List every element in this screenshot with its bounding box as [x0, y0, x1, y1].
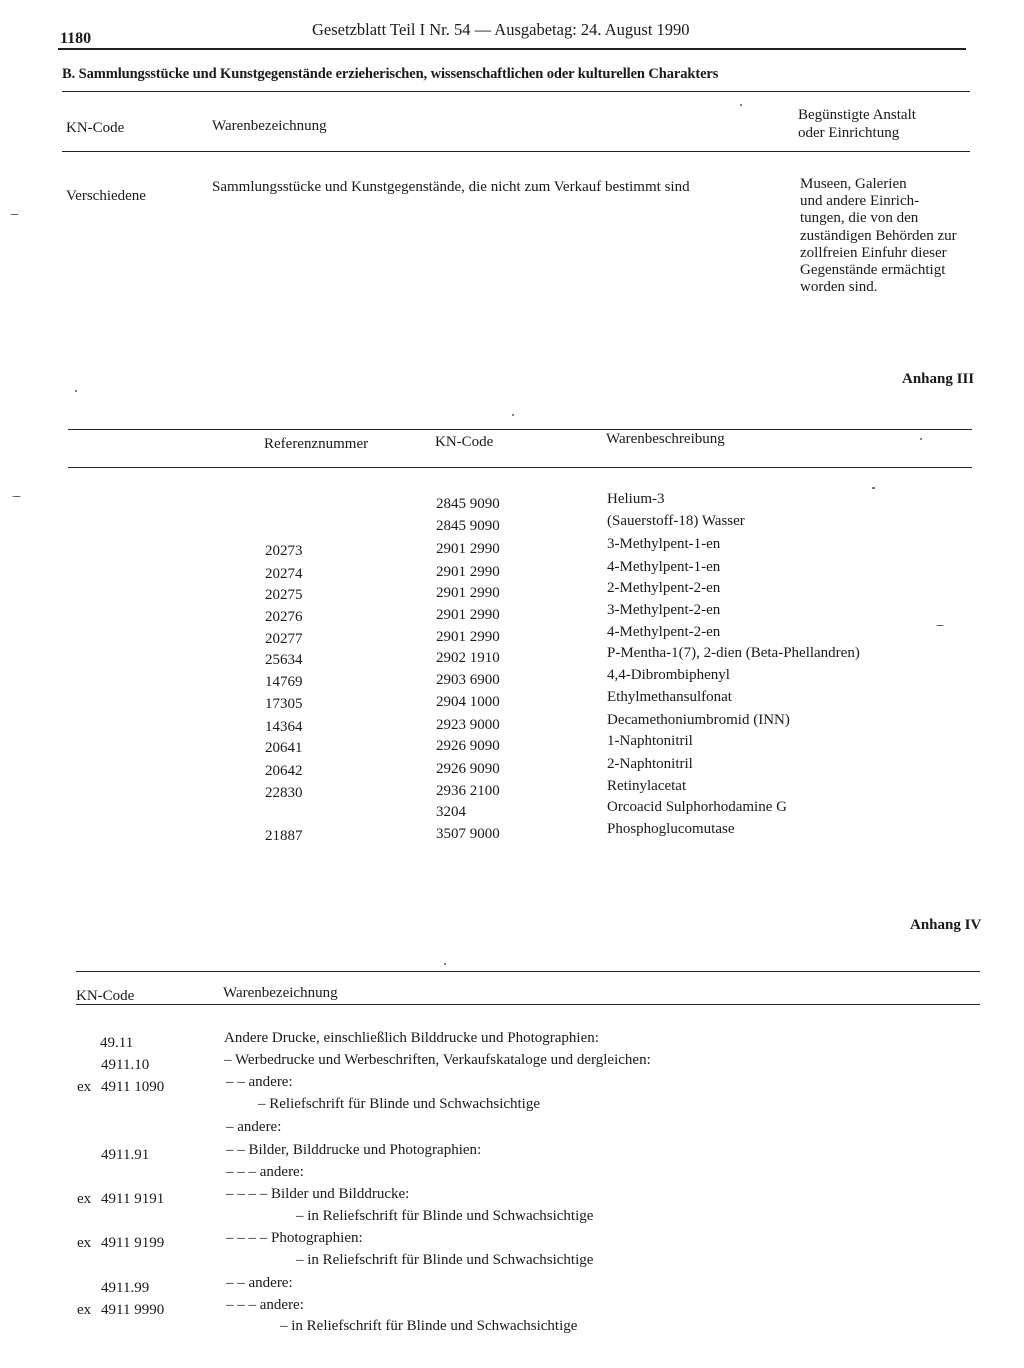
ex-marker: ex: [77, 1079, 92, 1095]
ref-cell: 20275: [265, 587, 303, 603]
ref-cell: 17305: [265, 696, 303, 712]
ex-marker: ex: [77, 1191, 92, 1207]
description-cell: Phosphoglucomutase: [607, 821, 735, 837]
description-cell: – in Reliefschrift für Blinde und Schwachsichtige: [280, 1318, 578, 1334]
section-b-header-rule: [62, 151, 970, 152]
kn-code-cell: 4911.10: [101, 1057, 150, 1073]
anhang-iii-top-rule: [68, 429, 972, 430]
ref-cell: 20276: [265, 609, 303, 625]
description-cell: – – – andere:: [226, 1297, 304, 1313]
scan-speck: [872, 487, 875, 489]
kn-code-cell: 3507 9000: [436, 826, 500, 842]
description-cell: – – Bilder, Bilddrucke und Photographien:: [226, 1142, 482, 1158]
description-cell: Helium-3: [607, 491, 665, 507]
anhang-iv-title: Anhang IV: [910, 917, 982, 933]
anhang-iv-top-rule: [76, 971, 980, 972]
kn-code-cell: 2904 1000: [436, 694, 500, 710]
page-number: 1180: [60, 30, 92, 47]
ref-cell: 20273: [265, 543, 303, 559]
kn-code-cell: 2901 2990: [436, 541, 500, 557]
scan-speck: [936, 625, 944, 626]
description-cell: – Reliefschrift für Blinde und Schwachsichtige: [258, 1096, 541, 1112]
anhang-iii-header-rule: [68, 467, 972, 468]
ref-cell: 20642: [265, 763, 303, 779]
description-cell: 3-Methylpent-2-en: [607, 602, 721, 618]
kn-code-cell: 2923 9000: [436, 717, 500, 733]
description-cell: 4,4-Dibrombiphenyl: [607, 667, 730, 683]
scan-speck: [75, 390, 77, 392]
kn-code-cell: 2845 9090: [436, 518, 500, 534]
ref-cell: 20277: [265, 631, 303, 647]
anstalt-line: tungen, die von den: [800, 210, 919, 227]
anhang-iv-header-rule: [76, 1004, 980, 1005]
anhang-iii-col-kn: KN-Code: [435, 434, 494, 450]
ref-cell: 20274: [265, 566, 303, 582]
anhang-iii-title: Anhang III: [902, 371, 975, 387]
kn-code-cell: 2845 9090: [436, 496, 500, 512]
anstalt-line: worden sind.: [800, 279, 878, 296]
section-b-row-ware: Sammlungsstücke und Kunstgegenstände, die nicht zum Verkauf bestimmt sind: [212, 179, 690, 195]
section-b-col-anstalt-line: Begünstigte Anstalt: [798, 107, 916, 123]
section-b-col-anstalt-line: oder Einrichtung: [798, 125, 900, 141]
kn-code-cell: 4911 1090: [101, 1079, 165, 1095]
description-cell: – – andere:: [226, 1275, 293, 1291]
section-b-col-kn: KN-Code: [66, 120, 125, 136]
description-cell: Andere Drucke, einschließlich Bilddrucke und Photographien:: [224, 1030, 599, 1046]
ref-cell: 22830: [265, 785, 303, 801]
kn-code-cell: 4911 9199: [101, 1235, 165, 1251]
kn-code-cell: 2936 2100: [436, 783, 500, 799]
ex-marker: ex: [77, 1302, 92, 1318]
header-rule: [58, 48, 966, 50]
description-cell: – in Reliefschrift für Blinde und Schwachsichtige: [296, 1208, 594, 1224]
section-b-heading: B. Sammlungsstücke und Kunstgegenstände erzieherischen, wissenschaftlichen oder kulturellen Charakters: [62, 66, 719, 82]
anstalt-line: Museen, Galerien: [800, 176, 907, 192]
description-cell: Orcoacid Sulphorhodamine G: [607, 799, 787, 815]
description-cell: 2-Naphtonitril: [607, 756, 693, 772]
section-b-col-anstalt: [798, 106, 916, 142]
description-cell: 1-Naphtonitril: [607, 733, 693, 749]
description-cell: P-Mentha-1(7), 2-dien (Beta-Phellandren): [607, 645, 860, 661]
section-b-row-anstalt: [800, 176, 957, 296]
ref-cell: 25634: [265, 652, 303, 668]
ref-cell: 14769: [265, 674, 303, 690]
scan-speck: [12, 496, 21, 497]
kn-code-cell: 4911.91: [101, 1147, 150, 1163]
anstalt-line: und andere Einrich-: [800, 193, 920, 210]
kn-code-cell: 2901 2990: [436, 585, 500, 601]
section-b-top-rule: [62, 91, 970, 92]
description-cell: (Sauerstoff-18) Wasser: [607, 513, 745, 529]
kn-code-cell: 2901 2990: [436, 607, 500, 623]
scan-speck: [740, 104, 742, 106]
kn-code-cell: 2903 6900: [436, 672, 500, 688]
scan-speck: [10, 214, 19, 215]
description-cell: – andere:: [226, 1119, 282, 1135]
anhang-iii-col-desc: Warenbeschreibung: [606, 431, 725, 447]
scan-speck: [512, 414, 514, 416]
section-b-row-kn: Verschiedene: [66, 188, 146, 204]
description-cell: 4-Methylpent-1-en: [607, 559, 721, 575]
description-cell: – – – – Photographien:: [226, 1230, 363, 1246]
anhang-iv-col-ware: Warenbezeichnung: [223, 985, 338, 1001]
kn-code-cell: 2926 9090: [436, 761, 500, 777]
scan-speck: [920, 438, 922, 440]
description-cell: Retinylacetat: [607, 778, 687, 794]
description-cell: – in Reliefschrift für Blinde und Schwachsichtige: [296, 1252, 594, 1268]
description-cell: Decamethoniumbromid (INN): [607, 712, 790, 728]
kn-code-cell: 2926 9090: [436, 738, 500, 754]
anhang-iv-col-kn: KN-Code: [76, 988, 135, 1004]
description-cell: 3-Methylpent-1-en: [607, 536, 721, 552]
ref-cell: 14364: [265, 719, 303, 735]
kn-code-cell: 3204: [436, 804, 466, 820]
ref-cell: 20641: [265, 740, 303, 756]
page-header-title: Gesetzblatt Teil I Nr. 54 — Ausgabetag: 24. August 1990: [312, 20, 690, 39]
ex-marker: ex: [77, 1235, 92, 1251]
kn-code-cell: 2902 1910: [436, 650, 500, 666]
description-cell: Ethylmethansulfonat: [607, 689, 732, 705]
kn-code-cell: 49.11: [100, 1035, 134, 1051]
description-cell: – – andere:: [226, 1074, 293, 1090]
kn-code-cell: 2901 2990: [436, 629, 500, 645]
kn-code-cell: 4911 9990: [101, 1302, 165, 1318]
anstalt-line: Gegenstände ermächtigt: [800, 262, 946, 279]
description-cell: – – – – Bilder und Bilddrucke:: [226, 1186, 410, 1202]
kn-code-cell: 4911 9191: [101, 1191, 165, 1207]
anhang-iii-col-ref: Referenznummer: [264, 436, 369, 452]
description-cell: – – – andere:: [226, 1164, 304, 1180]
description-cell: – Werbedrucke und Werbeschriften, Verkaufskataloge und dergleichen:: [224, 1052, 651, 1068]
ref-cell: 21887: [265, 828, 303, 844]
scan-speck: [444, 963, 446, 965]
kn-code-cell: 4911.99: [101, 1280, 150, 1296]
anstalt-line: zuständigen Behörden zur: [800, 227, 957, 244]
description-cell: 4-Methylpent-2-en: [607, 624, 721, 640]
kn-code-cell: 2901 2990: [436, 564, 500, 580]
anstalt-line: zollfreien Einfuhr dieser: [800, 244, 947, 261]
description-cell: 2-Methylpent-2-en: [607, 580, 721, 596]
section-b-col-ware: Warenbezeichnung: [212, 118, 327, 134]
